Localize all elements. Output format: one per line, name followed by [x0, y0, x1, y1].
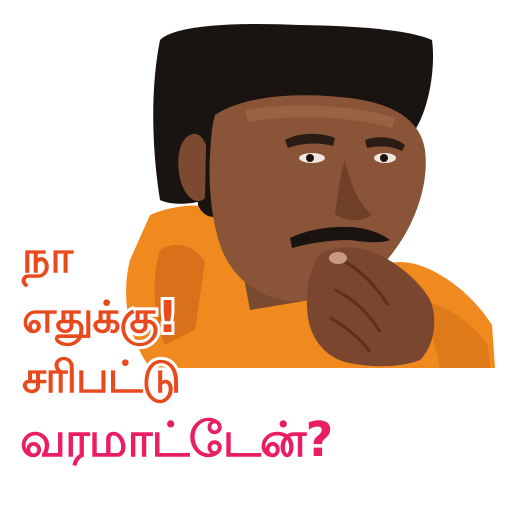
caption-line-3: சரிபட்டு [22, 352, 181, 403]
caption-line-1: நா [22, 232, 73, 283]
caption-line-4: வரமாட்டேன்? [20, 412, 333, 468]
caption-line-2: எதுக்கு! [22, 292, 177, 343]
